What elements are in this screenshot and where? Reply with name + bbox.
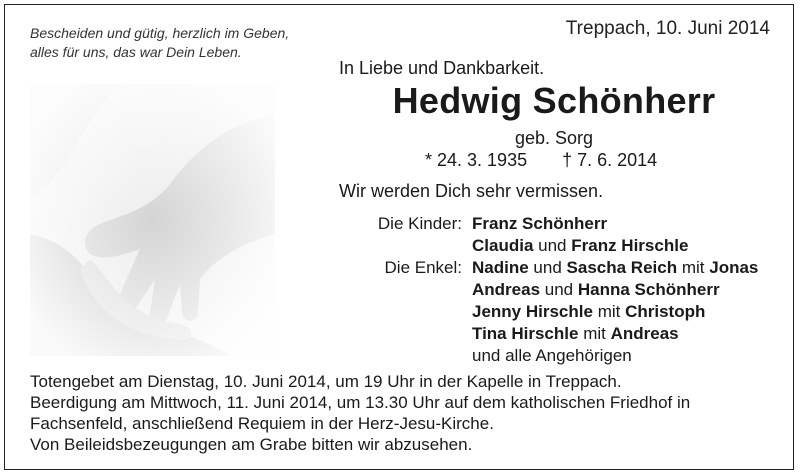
grandchildren-label: Die Enkel: (384, 258, 462, 277)
maiden-name: geb. Sorg (514, 128, 594, 148)
farewell-text: Wir werden Dich sehr vermissen. (339, 181, 604, 201)
grandchild-name: Hanna Schönherr (577, 280, 720, 299)
grandchild-name: Nadine (472, 258, 529, 277)
child-name: Claudia (472, 236, 534, 255)
conjunction: und (544, 280, 574, 299)
poem-line-1: Bescheiden und gütig, herzlich im Geben, (30, 25, 290, 41)
birth-date: * 24. 3. 1935 (425, 150, 528, 170)
grandchild-name: Jenny Hirschle (472, 302, 593, 321)
grandchild-name: Sascha Reich (566, 258, 678, 277)
child-name: Franz Hirschle (571, 236, 689, 255)
service-details (30, 371, 775, 455)
grandchild-name: Andreas (472, 280, 541, 299)
place-date: Treppach, 10. Juni 2014 (565, 18, 770, 39)
conjunction: mit (583, 324, 606, 343)
family-row (340, 257, 758, 279)
relatives-text: und alle Angehörigen (472, 346, 632, 365)
family-list (340, 213, 758, 367)
hands-illustration (30, 84, 275, 356)
conjunction: mit (681, 258, 705, 277)
death-date: † 7. 6. 2014 (562, 150, 658, 170)
grandchild-name: Jonas (709, 258, 759, 277)
intro-text: In Liebe und Dankbarkeit. (339, 58, 545, 78)
grandchild-name: Tina Hirschle (472, 324, 579, 343)
poem-line-2: alles für uns, das war Dein Leben. (30, 44, 242, 60)
conjunction: und (533, 258, 562, 277)
footer-line-2: Beerdigung am Mittwoch, 11. Juni 2014, um 13.30 Uhr auf dem katholischen Friedhof in (30, 393, 691, 412)
life-dates (425, 150, 657, 171)
family-row (340, 345, 758, 367)
poem (30, 24, 289, 62)
family-row (340, 213, 758, 235)
family-row (340, 323, 758, 345)
footer-line-3: Fachsenfeld, anschließend Requiem in der Herz-Jesu-Kirche. (30, 414, 494, 433)
grandchild-name: Andreas (610, 324, 679, 343)
children-label: Die Kinder: (377, 214, 462, 233)
holding-hands-photo (30, 84, 275, 356)
family-row (340, 301, 758, 323)
family-row (340, 279, 758, 301)
deceased-name: Hedwig Schönherr (392, 80, 716, 121)
child-name: Franz Schönherr (472, 214, 608, 233)
conjunction: mit (597, 302, 621, 321)
grandchild-name: Christoph (625, 302, 706, 321)
conjunction: und (538, 236, 567, 255)
footer-line-4: Von Beileidsbezeugungen am Grabe bitten wir abzusehen. (30, 435, 473, 454)
family-row (340, 235, 758, 257)
footer-line-1: Totengebet am Dienstag, 10. Juni 2014, um 19 Uhr in der Kapelle in Treppach. (30, 372, 622, 391)
